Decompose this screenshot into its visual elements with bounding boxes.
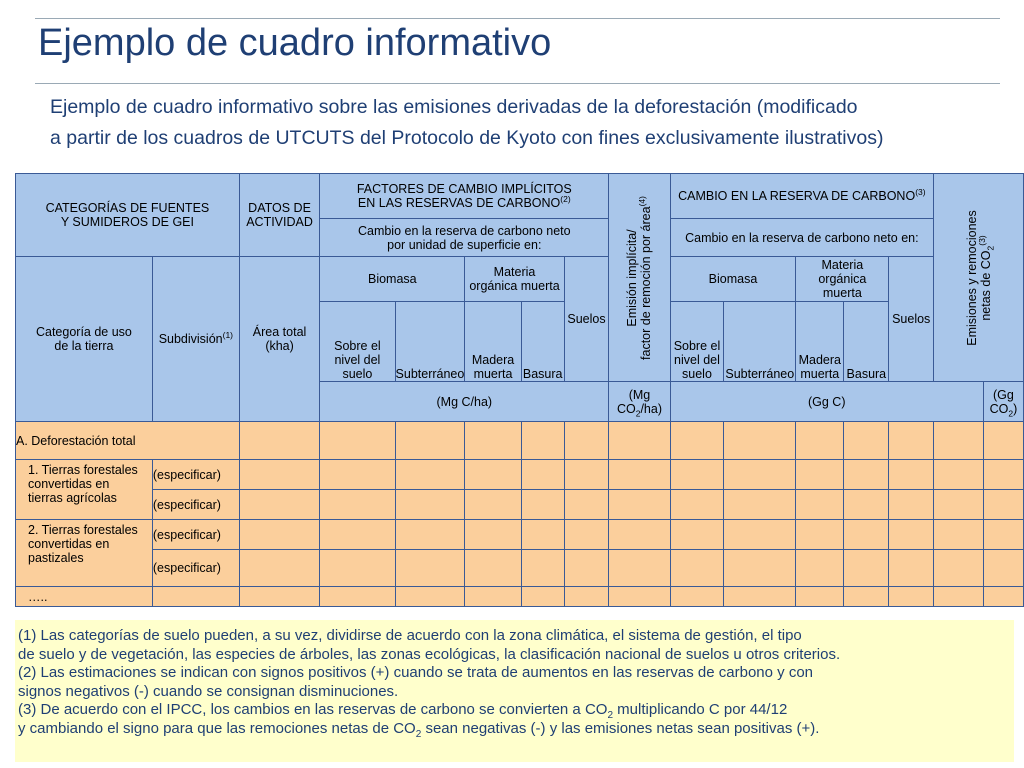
data-cell[interactable] bbox=[983, 587, 1023, 607]
subdivision-especificar[interactable]: (especificar) bbox=[152, 520, 239, 550]
data-cell[interactable] bbox=[465, 422, 521, 460]
data-cell[interactable] bbox=[983, 460, 1023, 490]
data-cell[interactable] bbox=[934, 587, 984, 607]
data-cell[interactable] bbox=[670, 550, 724, 587]
header-sobre-suelo: Sobre el nivel del suelo bbox=[320, 302, 395, 382]
unit-mg-c-ha: (Mg C/ha) bbox=[320, 382, 609, 422]
data-cell[interactable] bbox=[521, 490, 564, 520]
data-cell[interactable] bbox=[320, 422, 395, 460]
data-cell[interactable] bbox=[724, 460, 796, 490]
data-cell[interactable] bbox=[724, 550, 796, 587]
data-cell[interactable] bbox=[983, 520, 1023, 550]
data-cell[interactable] bbox=[609, 422, 670, 460]
data-cell[interactable] bbox=[521, 587, 564, 607]
header-suelos: Suelos bbox=[564, 257, 609, 382]
data-cell[interactable] bbox=[395, 460, 465, 490]
data-cell[interactable] bbox=[564, 460, 609, 490]
row-ellipsis: ….. bbox=[16, 587, 153, 607]
header-biomasa: Biomasa bbox=[320, 257, 465, 302]
row-tierras-pastizales: 2. Tierras forestales convertidas en pastizales bbox=[16, 520, 153, 587]
header-basura-reserva: Basura bbox=[844, 302, 889, 382]
footnote-1-line-1: (1) Las categorías de suelo pueden, a su vez, dividirse de acuerdo con la zona climática, el sistema de gestión, el tipo bbox=[18, 627, 802, 644]
page-subtitle bbox=[50, 92, 1015, 154]
data-cell[interactable] bbox=[395, 490, 465, 520]
header-cambio-reserva: CAMBIO EN LA RESERVA DE CARBONO$^{(3)}$ bbox=[670, 174, 933, 219]
subtitle-line-1: Ejemplo de cuadro informativo sobre las emisiones derivadas de la deforestación (modificado bbox=[50, 96, 858, 118]
data-cell[interactable] bbox=[395, 520, 465, 550]
subdivision-especificar[interactable]: (especificar) bbox=[152, 550, 239, 587]
data-cell[interactable] bbox=[724, 490, 796, 520]
header-datos-actividad: DATOS DE ACTIVIDAD bbox=[239, 174, 319, 257]
data-cell[interactable] bbox=[320, 520, 395, 550]
data-cell[interactable] bbox=[983, 550, 1023, 587]
data-cell[interactable] bbox=[521, 520, 564, 550]
data-cell[interactable] bbox=[983, 422, 1023, 460]
data-cell[interactable] bbox=[934, 490, 984, 520]
header-sobre-suelo-reserva: Sobre el nivel del suelo bbox=[670, 302, 724, 382]
data-cell[interactable] bbox=[670, 422, 724, 460]
data-cell[interactable] bbox=[465, 490, 521, 520]
data-cell[interactable] bbox=[670, 587, 724, 607]
data-cell[interactable] bbox=[564, 550, 609, 587]
data-cell[interactable] bbox=[320, 587, 395, 607]
page-title: Ejemplo de cuadro informativo bbox=[38, 22, 552, 64]
data-cell[interactable] bbox=[796, 550, 844, 587]
data-cell[interactable] bbox=[395, 587, 465, 607]
data-cell[interactable] bbox=[239, 520, 319, 550]
data-cell[interactable] bbox=[320, 460, 395, 490]
data-cell[interactable] bbox=[844, 460, 889, 490]
header-categorias: CATEGORÍAS DE FUENTES Y SUMIDEROS DE GEI bbox=[16, 174, 240, 257]
data-cell[interactable] bbox=[796, 520, 844, 550]
data-cell[interactable] bbox=[609, 520, 670, 550]
data-cell[interactable] bbox=[239, 460, 319, 490]
data-cell[interactable] bbox=[465, 460, 521, 490]
top-rule bbox=[35, 18, 1000, 19]
data-cell[interactable] bbox=[983, 490, 1023, 520]
data-cell[interactable] bbox=[239, 587, 319, 607]
unit-mg-co2-ha: (Mg $CO_2/ha$) bbox=[609, 382, 670, 422]
data-cell[interactable] bbox=[564, 422, 609, 460]
header-area-total: Área total (kha) bbox=[239, 257, 319, 422]
data-cell[interactable] bbox=[239, 422, 319, 460]
subtitle-line-2: a partir de los cuadros de UTCUTS del Protocolo de Kyoto con fines exclusivamente ilustrativos) bbox=[50, 127, 884, 149]
data-cell[interactable] bbox=[239, 550, 319, 587]
data-cell[interactable] bbox=[844, 422, 889, 460]
data-cell[interactable] bbox=[521, 422, 564, 460]
header-biomasa-reserva: Biomasa bbox=[670, 257, 796, 302]
data-cell[interactable] bbox=[724, 422, 796, 460]
data-cell[interactable] bbox=[239, 490, 319, 520]
data-cell[interactable] bbox=[796, 490, 844, 520]
unit-gg-c: (Gg C) bbox=[670, 382, 983, 422]
header-materia-organica: Materia orgánica muerta bbox=[465, 257, 564, 302]
data-cell[interactable] bbox=[796, 587, 844, 607]
data-cell[interactable] bbox=[320, 490, 395, 520]
header-emision-implicita: Emisión implícita/ factor de remoción por área$^{(4)}$ bbox=[609, 174, 670, 382]
footnotes-box bbox=[15, 620, 1014, 762]
emissions-table bbox=[15, 173, 1024, 607]
data-cell[interactable] bbox=[889, 422, 934, 460]
header-subterraneo-reserva: Subterráneo bbox=[724, 302, 796, 382]
data-cell[interactable] bbox=[796, 422, 844, 460]
data-cell[interactable] bbox=[670, 520, 724, 550]
footnote-2-line-1: (2) Las estimaciones se indican con signos positivos (+) cuando se trata de aumentos en las reservas de carbono y con bbox=[18, 664, 814, 681]
data-cell[interactable] bbox=[889, 550, 934, 587]
data-cell[interactable] bbox=[564, 490, 609, 520]
data-cell[interactable] bbox=[609, 490, 670, 520]
data-cell[interactable] bbox=[609, 587, 670, 607]
subdivision-especificar[interactable]: (especificar) bbox=[152, 490, 239, 520]
header-cambio-superficie: Cambio en la reserva de carbono neto por unidad de superficie en: bbox=[320, 219, 609, 257]
data-cell[interactable] bbox=[395, 422, 465, 460]
data-cell[interactable] bbox=[844, 550, 889, 587]
header-subterraneo: Subterráneo bbox=[395, 302, 465, 382]
data-cell[interactable] bbox=[465, 587, 521, 607]
data-cell[interactable] bbox=[521, 550, 564, 587]
row-tierras-agricolas: 1. Tierras forestales convertidas en tierras agrícolas bbox=[16, 460, 153, 520]
header-emisiones-remociones: Emisiones y remociones netas de $CO_2^{(3)}$ bbox=[934, 174, 1024, 382]
data-cell[interactable] bbox=[320, 550, 395, 587]
data-cell[interactable] bbox=[152, 587, 239, 607]
data-cell[interactable] bbox=[609, 460, 670, 490]
data-cell[interactable] bbox=[521, 460, 564, 490]
data-cell[interactable] bbox=[844, 490, 889, 520]
data-cell[interactable] bbox=[934, 422, 984, 460]
data-cell[interactable] bbox=[724, 587, 796, 607]
data-cell[interactable] bbox=[889, 490, 934, 520]
row-deforestacion-total: A. Deforestación total bbox=[16, 422, 240, 460]
header-factores-cambio: FACTORES DE CAMBIO IMPLÍCITOS EN LAS RESERVAS DE CARBONO$^{(2)}$ bbox=[320, 174, 609, 219]
subdivision-especificar[interactable]: (especificar) bbox=[152, 460, 239, 490]
data-cell[interactable] bbox=[934, 520, 984, 550]
data-cell[interactable] bbox=[670, 460, 724, 490]
data-cell[interactable] bbox=[796, 460, 844, 490]
data-cell[interactable] bbox=[889, 587, 934, 607]
data-cell[interactable] bbox=[609, 550, 670, 587]
footnote-1-line-2: de suelo y de vegetación, las especies de árboles, las zonas ecológicas, la clasificación nacional de suelos u otros criterios. bbox=[18, 645, 841, 663]
unit-gg-co2: (Gg $CO_2$) bbox=[983, 382, 1023, 422]
header-suelos-reserva: Suelos bbox=[889, 257, 934, 382]
title-underline bbox=[35, 83, 1000, 84]
data-cell[interactable] bbox=[934, 460, 984, 490]
header-madera-muerta-reserva: Madera muerta bbox=[796, 302, 844, 382]
data-cell[interactable] bbox=[889, 460, 934, 490]
data-cell[interactable] bbox=[934, 550, 984, 587]
data-cell[interactable] bbox=[889, 520, 934, 550]
footnote-3-line-2: y cambiando el signo para que las remociones netas de $CO_2$ sean negativas (-) y las emisiones netas sean positivas (+). bbox=[18, 719, 820, 740]
header-materia-organica-reserva: Materia orgánica muerta bbox=[796, 257, 889, 302]
header-madera-muerta: Madera muerta bbox=[465, 302, 521, 382]
footnote-3-line-1: (3) De acuerdo con el IPCC, los cambios en las reservas de carbono se convierten a $CO_2$ multiplicando C por 44/12 bbox=[18, 701, 788, 721]
header-cambio-neto: Cambio en la reserva de carbono neto en: bbox=[670, 219, 933, 257]
data-cell[interactable] bbox=[564, 520, 609, 550]
data-cell[interactable] bbox=[670, 490, 724, 520]
footnote-2-line-2: signos negativos (-) cuando se consignan disminuciones. bbox=[18, 682, 399, 700]
header-subdivision: Subdivisión$^{(1)}$ bbox=[152, 257, 239, 422]
data-cell[interactable] bbox=[724, 520, 796, 550]
header-categoria-uso: Categoría de uso de la tierra bbox=[16, 257, 153, 422]
data-cell[interactable] bbox=[844, 587, 889, 607]
data-cell[interactable] bbox=[564, 587, 609, 607]
data-cell[interactable] bbox=[465, 550, 521, 587]
data-cell[interactable] bbox=[844, 520, 889, 550]
data-cell[interactable] bbox=[465, 520, 521, 550]
header-basura: Basura bbox=[521, 302, 564, 382]
data-cell[interactable] bbox=[395, 550, 465, 587]
